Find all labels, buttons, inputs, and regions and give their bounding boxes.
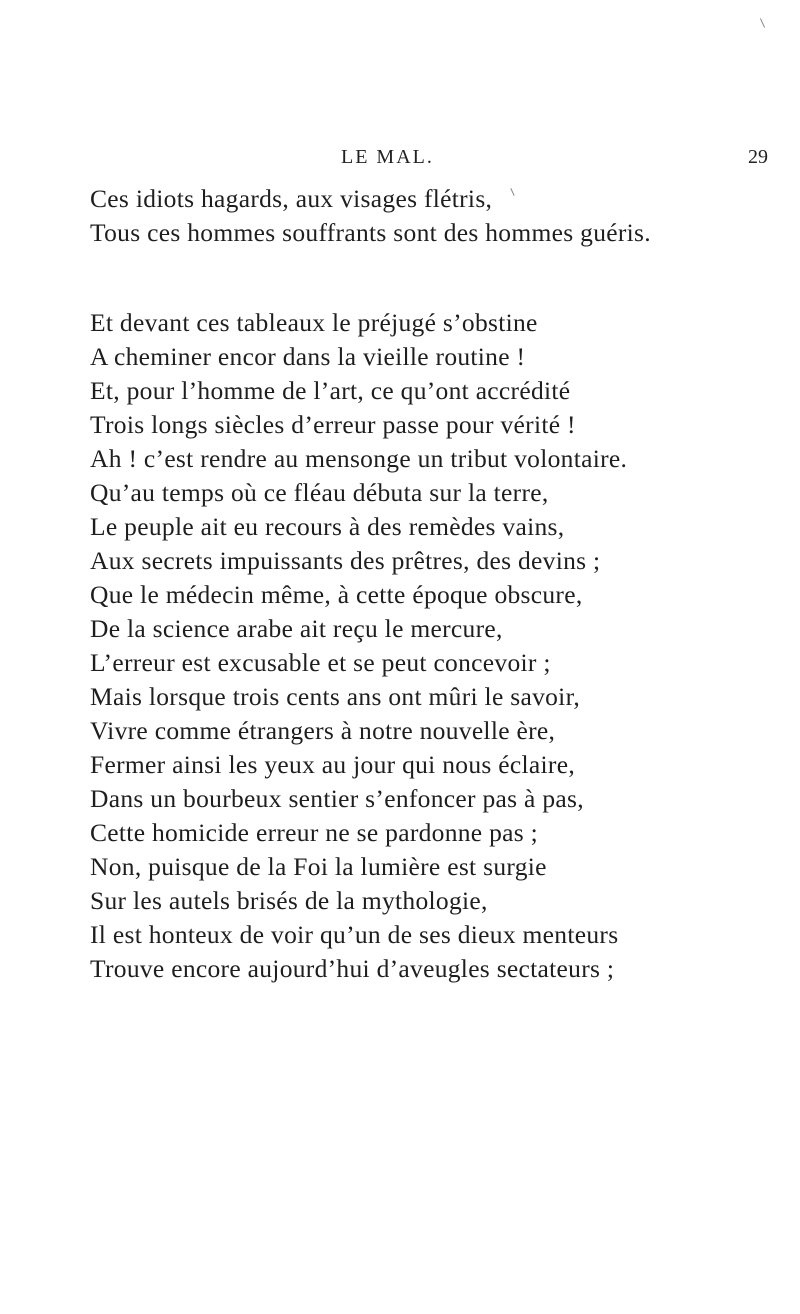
verse-line: Cette homicide erreur ne se pardonne pas ; <box>90 818 539 847</box>
verse-line: A cheminer encor dans la vieille routine ! <box>90 342 526 371</box>
verse-line: Il est honteux de voir qu’un de ses dieux menteurs <box>90 920 619 949</box>
verse-line: De la science arabe ait reçu le mercure, <box>90 614 503 643</box>
verse-line: Et devant ces tableaux le préjugé s’obstine <box>90 308 538 337</box>
page-number: 29 <box>748 146 768 168</box>
scan-mark <box>760 18 765 27</box>
verse-line: Fermer ainsi les yeux au jour qui nous éclaire, <box>90 750 576 779</box>
verse-line: Mais lorsque trois cents ans ont mûri le savoir, <box>90 682 581 711</box>
verse-line: Trois longs siècles d’erreur passe pour vérité ! <box>90 410 576 439</box>
verse-line: Dans un bourbeux sentier s’enfoncer pas à pas, <box>90 784 584 813</box>
stanza <box>90 182 780 250</box>
verse-line: Qu’au temps où ce fléau débuta sur la terre, <box>90 478 549 507</box>
verse-line: Tous ces hommes souffrants sont des hommes guéris. <box>90 218 651 247</box>
verse-line: Le peuple ait eu recours à des remèdes vains, <box>90 512 565 541</box>
verse-line: Vivre comme étrangers à notre nouvelle ère, <box>90 716 556 745</box>
verse-line: Aux secrets impuissants des prêtres, des devins ; <box>90 546 601 575</box>
poem-text <box>90 182 780 986</box>
verse-line: L’erreur est excusable et se peut concevoir ; <box>90 648 551 677</box>
verse-line: Sur les autels brisés de la mythologie, <box>90 886 488 915</box>
verse-line: Non, puisque de la Foi la lumière est surgie <box>90 852 547 881</box>
running-head <box>0 146 800 176</box>
running-title: LE MAL. <box>341 146 434 168</box>
verse-line: Trouve encore aujourd’hui d’aveugles sectateurs ; <box>90 954 615 983</box>
verse-line: Ah ! c’est rendre au mensonge un tribut volontaire. <box>90 444 628 473</box>
stanza <box>90 306 780 986</box>
verse-line: Et, pour l’homme de l’art, ce qu’ont accrédité <box>90 376 571 405</box>
verse-line: Ces idiots hagards, aux visages flétris, <box>90 184 493 213</box>
verse-line: Que le médecin même, à cette époque obscure, <box>90 580 583 609</box>
